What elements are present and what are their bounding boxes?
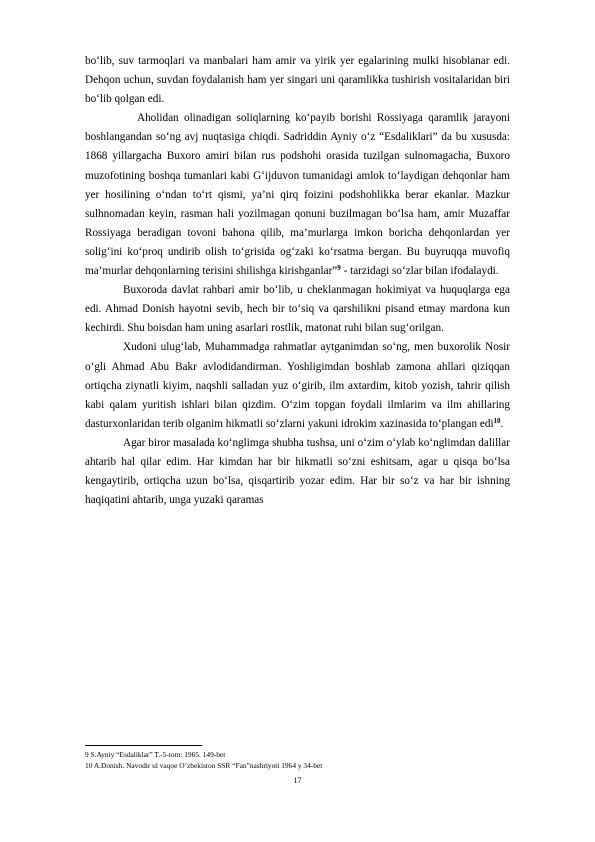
page-number: 17 <box>293 776 302 785</box>
paragraph-5: Agar biror masalada ko‘nglimga shubha tushsa, uni o‘zim o‘ylab ko‘nglimdan dalillar ahtarib hal qilar edim. Har kimdan har bir hikmatli so‘zni eshitsam, agar u qisqa bo‘lsa kengaytirib, ortiqcha uzun bo‘lsa, qisqartirib yozar edim. Har bir so‘z va har bir ishning haqiqatini ahtarib, unga yuzaki qaramas <box>85 436 510 507</box>
paragraph-2: Aholidan olinadigan soliqlarning ko‘payib borishi Rossiyaga qaramlik jarayoni boshlangandan so‘ng avj nuqtasiga chiqdi. Sadriddin Ayniy o‘z “Esdaliklari” da bu xususda: 1868 yillargacha Buxoro amiri bilan rus podshohi orasida tuzilgan sulnomagacha, Buxoro muzofotining boshqa tumanlari kabi G‘ijduvon tumanidagi amlok to‘laydigan dehqonlar ham yer hosilining o‘ndan to‘rt qismi, ya’ni qirq foizini podshohlikka berar ekanlar. Mazkur sulhnomadan keyin, rasman hali yozilmagan qonuni buzilmagan bo‘lsa ham, amir Muzaffar Rossiyaga beradigan tovoni bahona qilib, ma’murlarga imkon boricha dehqonlardan yer solig‘ini ko‘proq undirib olish to‘grisida og‘zaki ko‘rsatma bergan. Bu buyruqqa muvofiq ma’murlar dehqonlarning terisini shilishga kirishganlar”$^9$ - tarzidagi so‘zlar bilan ifodalaydi. <box>85 112 510 278</box>
footnotes <box>85 749 510 771</box>
body-text <box>85 52 510 510</box>
footnote-9: 9 S.Ayniy “Esdaliklar” T.-5-tom: 1965. 149-bet <box>85 750 226 759</box>
paragraph-3: Buxoroda davlat rahbari amir bo‘lib, u cheklanmagan hokimiyat va huquqlarga ega edi. Ahmad Donish hayotni sevib, hech bir to‘siq va qarshilikni pisand etmay mardona kun kechirdi. Shu boisdan ham uning asarlari rostlik, matonat ruhi bilan sug‘orilgan. <box>85 284 510 335</box>
paragraph-1: bo‘lib, suv tarmoqlari va manbalari ham amir va yirik yer egalarining mulki hisoblanar edi. Dehqon uchun, suvdan foydalanish ham yer singari uni qaramlikka tushirish vositalaridan biri bo‘lib qolgan edi. <box>85 55 510 106</box>
footnote-divider <box>85 745 202 746</box>
footnote-ref-10[interactable]: 10 <box>493 416 501 425</box>
footnote-10: 10 A.Donish. Navodir ul vaqoe O’zbekiston SSR “Fan”nashriyoti 1964 y 34-bet <box>85 761 323 771</box>
paragraph-4: Xudoni ulug‘lab, Muhammadga rahmatlar aytganimdan so‘ng, men buxorolik Nosir o‘gli Ahmad Abu Bakr avlodidandirman. Yoshligimdan boshlab zamona ahllari qiziqqan ortiqcha ziynatli kiyim, naqshli salladan yuz o‘girib, ilm axtardim, kitob yozish, tahrir qilish kabi qalam yuritish ishlari bilan qizdim. O‘zim topgan foydali ilmlarim va ilm ahillaring dasturxonlaridan terib olganim hikmatli so‘zlarni yakuni idrokim xazinasida to‘plangan edi$^{10}$. <box>85 341 510 430</box>
footnote-ref-9[interactable]: 9 <box>337 264 341 273</box>
